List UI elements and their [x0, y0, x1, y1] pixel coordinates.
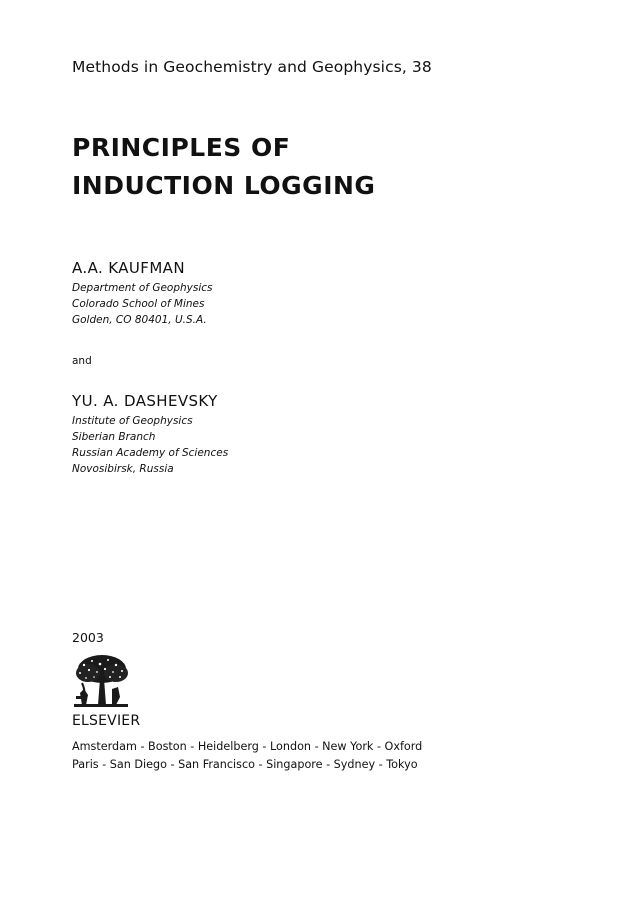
author-2-affiliation-line: Siberian Branch [72, 431, 156, 443]
author-2-affiliation-line: Russian Academy of Sciences [72, 447, 229, 459]
book-title-line-1: PRINCIPLES OF [72, 133, 291, 162]
publisher-cities-line-2: Paris - San Diego - San Francisco - Singapore - Sydney - Tokyo [72, 758, 418, 771]
author-1-affiliation-line: Golden, CO 80401, U.S.A. [72, 314, 207, 326]
author-1-affiliation-line: Department of Geophysics [72, 282, 213, 294]
author-1-affiliation-line: Colorado School of Mines [72, 298, 205, 310]
book-title-line-2: INDUCTION LOGGING [72, 171, 376, 200]
author-2-affiliation-line: Institute of Geophysics [72, 415, 193, 427]
author-name-1: A.A. KAUFMAN [72, 259, 185, 277]
author-name-2: YU. A. DASHEVSKY [72, 392, 218, 410]
publication-year: 2003 [72, 630, 104, 645]
elsevier-tree-logo-icon [72, 653, 130, 709]
author-2-affiliation-line: Novosibirsk, Russia [72, 463, 174, 475]
series-title: Methods in Geochemistry and Geophysics, 38 [72, 58, 432, 76]
publisher-name: ELSEVIER [72, 713, 141, 729]
elsevier-tree-logo-graphic [72, 653, 130, 709]
conjunction-text: and [72, 355, 92, 367]
publisher-cities-line-1: Amsterdam - Boston - Heidelberg - London - New York - Oxford [72, 740, 423, 753]
